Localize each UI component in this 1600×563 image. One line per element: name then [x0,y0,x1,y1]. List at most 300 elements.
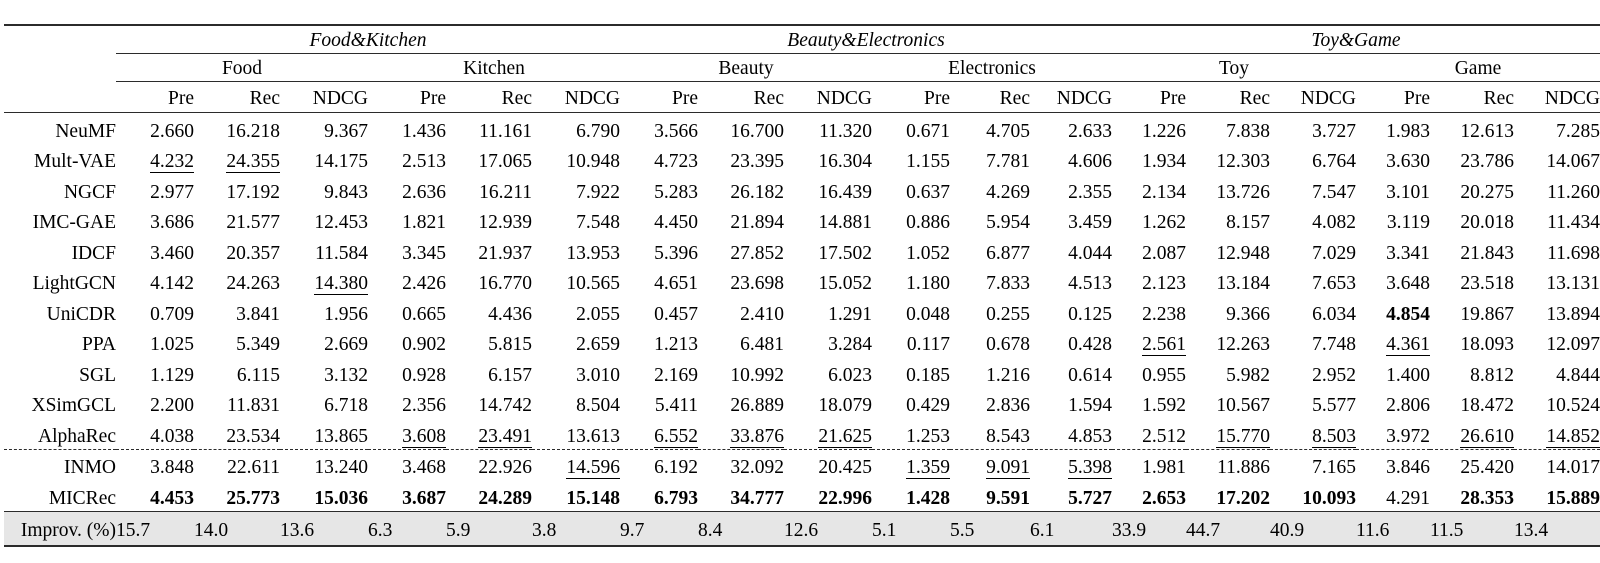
row-label-alpharec: AlphaRec [38,425,116,447]
cell-9-12: 1.592 [1142,395,1186,416]
cell-7-14: 7.748 [1312,334,1356,355]
cell-10-15: 3.972 [1386,425,1430,447]
cell-10-17 [1514,418,1600,449]
second-best-value: 9.091 [986,457,1030,478]
cell-5-0: 4.142 [150,273,194,294]
cell-2-9: 0.637 [906,181,950,203]
cell-5-5: 10.565 [566,273,620,294]
cell-7-17: 12.097 [1546,334,1600,355]
table-row [4,296,1600,327]
table-row [4,450,1600,481]
second-best-value: 14.380 [314,273,368,294]
cell-8-15: 1.400 [1386,364,1430,386]
improvement-cell-10: 5.5 [950,512,1030,546]
row-label-idcf: IDCF [71,242,116,264]
cell-9-10: 2.836 [986,395,1030,416]
cell-11-15: 3.846 [1386,457,1430,478]
cell-12-7 [698,480,784,511]
cell-10-14 [1270,418,1356,449]
best-value: 5.727 [1068,487,1112,509]
cell-12-14 [1270,480,1356,511]
cell-12-4 [446,480,532,511]
metric-header-17: NDCG [1544,88,1600,109]
cell-5-14: 7.653 [1312,273,1356,294]
cell-1-15: 3.630 [1386,151,1430,172]
cell-0-6: 3.566 [654,120,698,142]
cell-7-7: 6.481 [740,334,784,355]
row-label-xsimgcl: XSimGCL [31,395,116,416]
cell-11-0: 3.848 [150,457,194,478]
cell-0-16: 12.613 [1460,120,1514,142]
dataset-label-food: Food [116,54,368,82]
best-value: 15.889 [1546,487,1600,509]
cell-4-7: 27.852 [730,242,784,264]
metric-header-10: Rec [999,88,1030,109]
cell-9-5: 8.504 [576,395,620,416]
cell-0-0: 2.660 [150,120,194,142]
cell-1-16: 23.786 [1460,151,1514,172]
metric-header-1: Rec [249,88,280,109]
second-best-value: 14.852 [1546,425,1600,447]
results-data-rows [4,113,1600,511]
cell-5-16: 23.518 [1460,273,1514,294]
cell-3-0: 3.686 [150,212,194,233]
cell-8-9: 0.185 [906,364,950,386]
cell-2-2: 9.843 [324,181,368,203]
dataset-label-game: Game [1356,54,1600,82]
metric-header-11: NDCG [1056,88,1112,109]
cell-5-1: 24.263 [226,273,280,294]
cell-3-10: 5.954 [986,212,1030,233]
group-label-beauty-electronics: Beauty&Electronics [620,26,1112,54]
cell-10-16 [1430,418,1514,449]
cell-3-2: 12.453 [314,212,368,233]
cell-10-2: 13.865 [314,425,368,447]
cell-2-10: 4.269 [986,181,1030,203]
metric-header-7: Rec [753,88,784,109]
table-row [4,480,1600,511]
second-best-value: 24.355 [226,151,280,172]
clipped-caption-descenders [0,24,1512,34]
cell-4-1: 20.357 [226,242,280,264]
cell-2-1: 17.192 [226,181,280,203]
cell-10-5: 13.613 [566,425,620,447]
cell-12-13 [1186,480,1270,511]
cell-6-5: 2.055 [576,303,620,325]
cell-12-2 [280,480,368,511]
cell-6-2: 1.956 [324,303,368,325]
group-label-toy-game: Toy&Game [1112,26,1600,54]
cell-11-5 [532,450,620,481]
cell-11-8: 20.425 [818,457,872,478]
cell-3-6: 4.450 [654,212,698,233]
cell-4-9: 1.052 [906,242,950,264]
cell-9-6: 5.411 [654,395,698,416]
row-label-inmo: INMO [64,457,116,478]
cell-6-7: 2.410 [740,303,784,325]
cell-0-14: 3.727 [1312,120,1356,142]
cell-12-10 [950,480,1030,511]
cell-7-4: 5.815 [488,334,532,355]
best-value: 28.353 [1460,487,1514,509]
cell-5-11: 4.513 [1068,273,1112,294]
cell-5-4: 16.770 [478,273,532,294]
metric-header-6: Pre [672,88,698,109]
cell-6-11: 0.125 [1068,303,1112,325]
metric-header-4: Rec [501,88,532,109]
table-row [4,113,1600,144]
best-value: 24.289 [478,487,532,509]
row-label-neumf: NeuMF [55,120,116,142]
second-best-value: 33.876 [730,425,784,447]
metric-header-16: Rec [1483,88,1514,109]
cell-12-11 [1030,480,1112,511]
cell-5-12: 2.123 [1142,273,1186,294]
cell-5-8: 15.052 [818,273,872,294]
cell-11-14: 7.165 [1312,457,1356,478]
best-value: 15.148 [566,487,620,509]
cell-4-14: 7.029 [1312,242,1356,264]
metric-header-13: Rec [1239,88,1270,109]
improvement-cell-14: 40.9 [1270,512,1356,546]
cell-9-17: 10.524 [1546,395,1600,416]
cell-9-9: 0.429 [906,395,950,416]
table-row [4,205,1600,236]
second-best-value: 4.232 [150,151,194,172]
best-value: 4.453 [150,487,194,509]
improvement-cell-17: 13.4 [1514,512,1600,546]
cell-1-12: 1.934 [1142,151,1186,172]
cell-8-17: 4.844 [1556,364,1600,386]
cell-11-9 [872,450,950,481]
cell-4-0: 3.460 [150,242,194,264]
cell-0-13: 7.838 [1226,120,1270,142]
group-label-food-kitchen: Food&Kitchen [116,26,620,54]
cell-12-9 [872,480,950,511]
cell-1-4: 17.065 [478,151,532,172]
cell-0-7: 16.700 [730,120,784,142]
second-best-value: 21.625 [818,425,872,447]
cell-4-10: 6.877 [986,242,1030,264]
best-value: 4.854 [1386,303,1430,325]
cell-0-4: 11.161 [479,120,532,142]
cell-1-11: 4.606 [1068,151,1112,172]
cell-3-11: 3.459 [1068,212,1112,233]
improvement-cell-13: 44.7 [1186,512,1270,546]
best-value: 2.653 [1142,487,1186,509]
cell-3-7: 21.894 [730,212,784,233]
cell-6-6: 0.457 [654,303,698,325]
cell-7-16: 18.093 [1460,334,1514,355]
cell-2-16: 20.275 [1460,181,1514,203]
cell-2-17: 11.260 [1547,181,1600,203]
cell-12-6 [620,480,698,511]
cell-8-4: 6.157 [488,364,532,386]
cell-10-8 [784,418,872,449]
cell-11-16: 25.420 [1460,457,1514,478]
improvement-row [4,512,1600,546]
cell-7-9: 0.117 [906,334,950,355]
improvement-cell-15: 11.6 [1356,512,1430,546]
cell-4-2: 11.584 [315,242,368,264]
cell-3-16: 20.018 [1460,212,1514,233]
cell-9-15: 2.806 [1386,395,1430,416]
cell-3-9: 0.886 [906,212,950,233]
row-label-lightgcn: LightGCN [32,273,116,294]
best-value: 17.202 [1216,487,1270,509]
cell-8-13: 5.982 [1226,364,1270,386]
cell-12-3 [368,480,446,511]
cell-8-1: 6.115 [236,364,280,386]
cell-3-8: 14.881 [818,212,872,233]
metric-header-15: Pre [1404,88,1430,109]
table-row [4,327,1600,358]
dataset-label-kitchen: Kitchen [368,54,620,82]
cell-10-10: 8.543 [986,425,1030,447]
row-label-micrec: MICRec [48,487,116,509]
cell-6-3: 0.665 [402,303,446,325]
cell-4-5: 13.953 [566,242,620,264]
metric-header-9: Pre [924,88,950,109]
cell-0-11: 2.633 [1068,120,1112,142]
row-label-imc-gae: IMC-GAE [32,212,116,233]
cell-0-15: 1.983 [1386,120,1430,142]
table-row [4,357,1600,388]
metric-header-8: NDCG [816,88,872,109]
cell-5-15: 3.648 [1386,273,1430,294]
cell-9-3: 2.356 [402,395,446,416]
metric-header-12: Pre [1160,88,1186,109]
dataset-header-row [4,54,1600,82]
cell-6-16: 19.867 [1460,303,1514,325]
row-label-unicdr: UniCDR [46,303,116,325]
table-bottom-rule [4,546,1600,547]
cell-8-0: 1.129 [150,364,194,386]
cell-6-13: 9.366 [1226,303,1270,325]
cell-10-7 [698,418,784,449]
cell-8-7: 10.992 [730,364,784,386]
cell-1-7: 23.395 [730,151,784,172]
cell-1-3: 2.513 [402,151,446,172]
second-best-value: 23.491 [478,425,532,447]
cell-12-8 [784,480,872,511]
cell-1-5: 10.948 [566,151,620,172]
cell-12-1 [194,480,280,511]
cell-1-2: 14.175 [314,151,368,172]
cell-0-17: 7.285 [1556,120,1600,142]
best-value: 3.687 [402,487,446,509]
cell-10-11: 4.853 [1068,425,1112,447]
cell-9-13: 10.567 [1216,395,1270,416]
cell-3-12: 1.262 [1142,212,1186,233]
cell-7-13: 12.263 [1216,334,1270,355]
cell-7-15 [1356,327,1430,358]
cell-5-9: 1.180 [906,273,950,294]
cell-1-17: 14.067 [1546,151,1600,172]
cell-0-3: 1.436 [402,120,446,142]
cell-11-13: 11.886 [1217,457,1270,478]
cell-11-10 [950,450,1030,481]
cell-10-3 [368,418,446,449]
cell-2-4: 16.211 [479,181,532,203]
cell-5-3: 2.426 [402,273,446,294]
table-row [4,266,1600,297]
row-label-mult-vae: Mult-VAE [34,151,116,172]
table-row [4,174,1600,205]
cell-2-14: 7.547 [1312,181,1356,203]
cell-4-17: 11.698 [1547,242,1600,264]
cell-12-16 [1430,480,1514,511]
best-value: 1.428 [906,487,950,509]
cell-11-17: 14.017 [1546,457,1600,478]
improvement-row-label: Improv. (%) [4,512,116,546]
improvement-cell-6: 9.7 [620,512,698,546]
cell-2-3: 2.636 [402,181,446,203]
cell-7-12 [1112,327,1186,358]
cell-8-3: 0.928 [402,364,446,386]
cell-4-8: 17.502 [818,242,872,264]
dataset-row-spacer [4,54,116,82]
cell-5-6: 4.651 [654,273,698,294]
improvement-cell-5: 3.8 [532,512,620,546]
cell-0-12: 1.226 [1142,120,1186,142]
cell-9-8: 18.079 [818,395,872,416]
cell-10-4 [446,418,532,449]
metric-header-row [4,82,1600,113]
metric-header-14: NDCG [1300,88,1356,109]
improvement-cell-12: 33.9 [1112,512,1186,546]
cell-1-9: 1.155 [906,151,950,172]
cell-11-2: 13.240 [314,457,368,478]
metric-header-3: Pre [420,88,446,109]
cell-8-11: 0.614 [1068,364,1112,386]
cell-3-3: 1.821 [402,212,446,233]
cell-2-7: 26.182 [730,181,784,203]
cell-7-6: 1.213 [654,334,698,355]
second-best-value: 2.561 [1142,334,1186,355]
cell-1-8: 16.304 [818,151,872,172]
cell-11-12: 1.981 [1142,457,1186,478]
improvement-cell-1: 14.0 [194,512,280,546]
table-row [4,418,1600,449]
cell-10-6 [620,418,698,449]
improvement-cell-4: 5.9 [446,512,532,546]
cell-11-7: 32.092 [730,457,784,478]
cell-4-13: 12.948 [1216,242,1270,264]
table-row [4,144,1600,175]
cell-10-0: 4.038 [150,425,194,447]
cell-0-1: 16.218 [226,120,280,142]
cell-3-14: 4.082 [1312,212,1356,233]
cell-7-2: 2.669 [324,334,368,355]
metric-header-5: NDCG [564,88,620,109]
cell-10-12: 2.512 [1142,425,1186,447]
cell-5-10: 7.833 [986,273,1030,294]
cell-1-14: 6.764 [1312,151,1356,172]
dataset-label-electronics: Electronics [872,54,1112,82]
results-footer [4,511,1600,547]
cell-6-14: 6.034 [1312,303,1356,325]
cell-1-0 [116,144,194,175]
best-value: 10.093 [1302,487,1356,509]
results-table-root [0,24,1600,563]
cell-0-5: 6.790 [576,120,620,142]
improvement-cell-2: 13.6 [280,512,368,546]
cell-4-16: 21.843 [1460,242,1514,264]
cell-2-8: 16.439 [818,181,872,203]
cell-0-10: 4.705 [986,120,1030,142]
cell-1-10: 7.781 [986,151,1030,172]
cell-1-1 [194,144,280,175]
cell-6-15 [1356,296,1430,327]
table-row [4,235,1600,266]
cell-12-15: 4.291 [1386,487,1430,509]
cell-9-2: 6.718 [324,395,368,416]
cell-5-17: 13.131 [1546,273,1600,294]
second-best-value: 14.596 [566,457,620,478]
second-best-value: 4.361 [1386,334,1430,355]
second-best-value: 5.398 [1068,457,1112,478]
cell-9-14: 5.577 [1312,395,1356,416]
cell-12-5 [532,480,620,511]
cell-7-5: 2.659 [576,334,620,355]
row-label-ppa: PPA [82,334,116,355]
cell-10-13 [1186,418,1270,449]
cell-8-5: 3.010 [576,364,620,386]
cell-4-12: 2.087 [1142,242,1186,264]
dataset-label-toy: Toy [1112,54,1356,82]
second-best-value: 26.610 [1460,425,1514,447]
results-table [4,24,1600,547]
cell-8-10: 1.216 [986,364,1030,386]
cell-2-6: 5.283 [654,181,698,203]
cell-0-2: 9.367 [324,120,368,142]
improvement-cell-0: 15.7 [116,512,194,546]
metric-row-corner [4,82,116,113]
improvement-cell-16: 11.5 [1430,512,1514,546]
cell-9-16: 18.472 [1460,395,1514,416]
second-best-value: 6.552 [654,425,698,447]
cell-9-0: 2.200 [150,395,194,416]
cell-4-3: 3.345 [402,242,446,264]
improvement-cell-9: 5.1 [872,512,950,546]
best-value: 15.036 [314,487,368,509]
cell-3-4: 12.939 [478,212,532,233]
cell-7-8: 3.284 [828,334,872,355]
cell-9-1: 11.831 [227,395,280,416]
cell-9-7: 26.889 [730,395,784,416]
improvement-cell-7: 8.4 [698,512,784,546]
best-value: 9.591 [986,487,1030,509]
cell-2-5: 7.922 [576,181,620,203]
row-label-ngcf: NGCF [63,181,116,203]
results-table-body [4,25,1600,113]
cell-2-11: 2.355 [1068,181,1112,203]
cell-3-13: 8.157 [1226,212,1270,233]
second-best-value: 1.359 [906,457,950,478]
table-row [4,388,1600,419]
cell-6-17: 13.894 [1546,303,1600,325]
cell-4-11: 4.044 [1068,242,1112,264]
best-value: 22.996 [818,487,872,509]
cell-8-12: 0.955 [1142,364,1186,386]
cell-2-0: 2.977 [150,181,194,203]
cell-4-15: 3.341 [1386,242,1430,264]
cell-2-12: 2.134 [1142,181,1186,203]
cell-9-4: 14.742 [478,395,532,416]
second-best-value: 3.608 [402,425,446,447]
cell-7-3: 0.902 [402,334,446,355]
